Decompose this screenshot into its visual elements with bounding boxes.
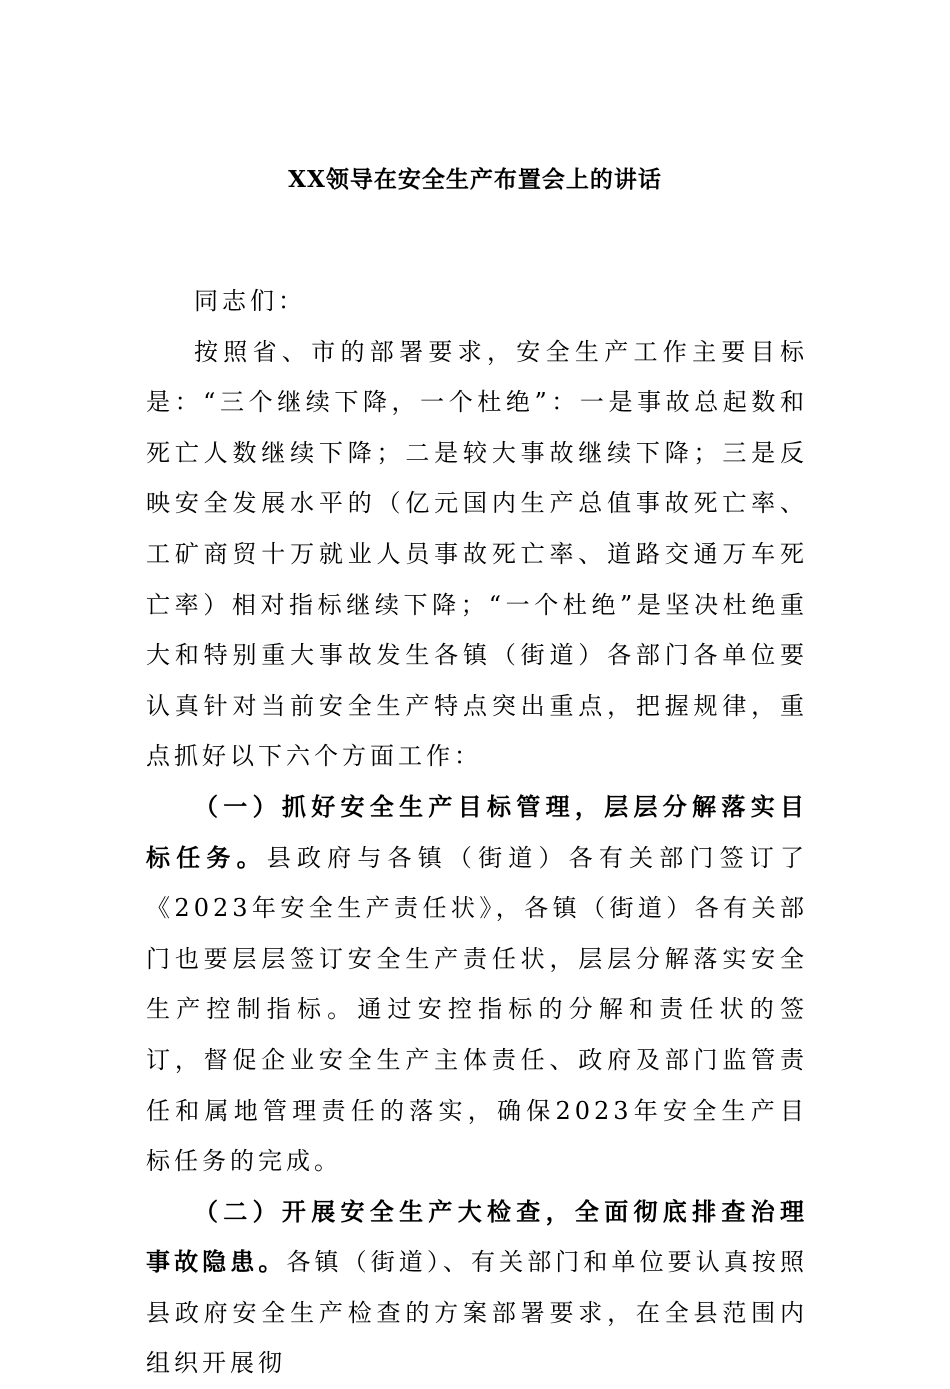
intro-paragraph: 按照省、市的部署要求，安全生产工作主要目标是：“三个继续下降，一个杜绝”：一是事故总起数和死亡人数继续下降；二是较大事故继续下降；三是反映安全发展水平的（亿元国内生产总值事故死亡率、工矿商贸十万就业人员事故死亡率、道路交通万车死亡率）相对指标继续下降；“一个杜绝”是坚决杜绝重大和特别重大事故发生各镇（街道）各部门各单位要认真针对当前安全生产特点突出重点，把握规律，重点抓好以下六个方面工作：: [146, 337, 808, 771]
document-title: XX领导在安全生产布置会上的讲话: [288, 166, 662, 193]
salutation: 同志们：: [194, 287, 306, 315]
section-2-paragraph: [146, 1187, 808, 1389]
section-1-text: 县政府与各镇（街道）各有关部门签订了《2023年安全生产责任状》，各镇（街道）各有关部门也要层层签订安全生产责任状，层层分解落实安全生产控制指标。通过安控指标的分解和责任状的签订，督促企业安全生产主体责任、政府及部门监管责任和属地管理责任的落实，确保2023年安全生产目标任务的完成。: [146, 843, 809, 1176]
document-body: [146, 276, 808, 1389]
section-1-paragraph: [146, 782, 808, 1187]
section-1-heading: （一）抓好安全生产目标管理，层层分解落实目标任务。: [146, 791, 808, 872]
section-2-text: 各镇（街道）、有关部门和单位要认真按照县政府安全生产检查的方案部署要求，在全县范围内组织开展彻: [146, 1248, 809, 1378]
section-2-heading: （二）开展安全生产大检查，全面彻底排查治理事故隐患。: [146, 1196, 808, 1277]
